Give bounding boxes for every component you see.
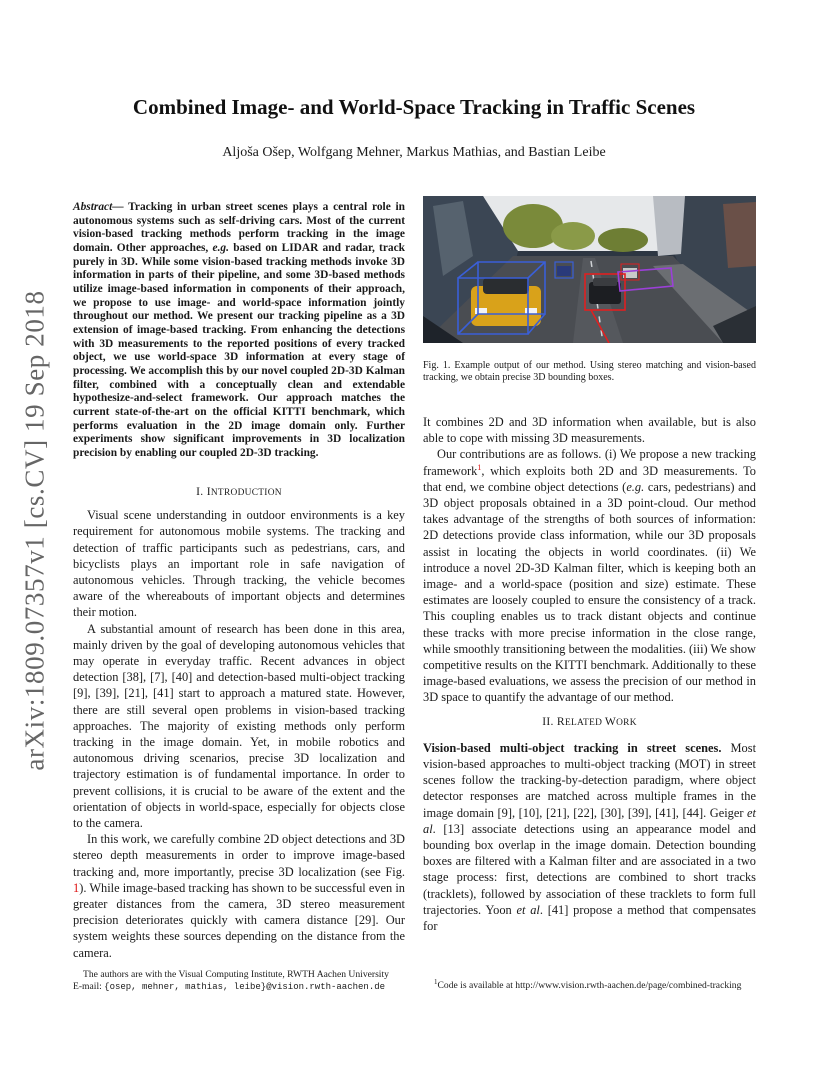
related-work-paragraph: Vision-based multi-object tracking in street scenes. Most vision-based approaches to multi-object tracking (MOT) in street scenes follow the tracking-by-detection paradigm, where object detector responses are matched across multiple frames in the image domain [9], [10], [21], [22], [30], [39], [41], [44]. Geiger et al. [13] associate detections using an appearance model and bounding box overlap in the image domain. Detection bounding boxes are filtered with a Kalman filter and are associated in a two stage process: first, detections are combined to short tracks (tracklets), followed by association of these tracklets to form full trajectories. Yoon et al. [41] propose a method that compensates for <box>423 740 757 934</box>
intro-paragraph-2: A substantial amount of research has been done in this area, mainly driven by the goal of developing autonomous vehicles that may operate in everyday traffic. Recent advances in object detection [38], [7], [40] and detection-based multi-object tracking [9], [39], [21], [41] start to approach a matured state. However, there are still several open problems in vision-based tracking approaches. The majority of existing methods only perform tracking in the image domain. Yet, in mobile robotics and autonomous driving scenarios, precise 3D localization and trajectory estimation is of fundamental importance. In order to prevent collisions, it is crucial to be aware of the extent and the orientation of objects in world-space, especially for objects close to the camera. <box>73 621 405 831</box>
paper-title: Combined Image- and World-Space Tracking in Traffic Scenes <box>132 95 696 119</box>
code-availability-text: Code is available at http://www.vision.rwth-aachen.de/page/combined-tracking <box>437 980 742 991</box>
right-column-text <box>423 414 756 934</box>
contributions-paragraph: Our contributions are as follows. (i) We propose a new tracking framework$^1$, which exploits both 2D and 3D measurements. To that end, we combine object detections (e.g. cars, pedestrians) and 3D object proposals obtained in a 3D point-cloud. Our method takes advantage of the strengths of both sources of information: 2D detections provide class information, while our 3D proposals assist in locating the objects in world coordinates. (ii) We introduce a novel 2D-3D Kalman filter, which is keeping both an image- and a world-space (position and size) estimate. These estimates are loosely coupled to ensure the consistency of a track. This coupling enables us to track distant objects and continue these tracks with more precise information in the close range, while smoothly transitioning between the modalities. (iii) We show competitive results on the KITTI benchmark. Additionally to these image-based evaluations, we assess the precision of our method in 3D space to quantify the advantage of our method. <box>423 447 756 705</box>
affiliation-footnote <box>73 969 405 993</box>
code-footnote <box>434 977 756 992</box>
footnote-1-number: 1 <box>434 977 438 986</box>
intro-paragraph-3: In this work, we carefully combine 2D object detections and 3D stereo depth measurements in order to improve image-based tracking and, more importantly, precise 3D localization (see Fig. 1). While image-based tracking has shown to be successful even in greater distances from the camera, 3D stereo measurement precision deteriorates quickly with camera distance [29]. Our system weights these sources depending on the distance from the camera. <box>73 832 405 960</box>
abstract-text-1: Tracking in urban street scenes plays a central role in autonomous systems such as self-driving cars. Most of the current vision-based tracking methods perform tracking in the image domain. Other approaches, <box>73 201 405 254</box>
arxiv-side-stamp <box>10 280 60 780</box>
related-work-heading: II. RELATED WORK <box>542 714 637 728</box>
abstract <box>73 201 405 460</box>
abstract-lead: Abstract— <box>73 201 124 213</box>
introduction-section <box>73 484 405 961</box>
footnote-1-marker[interactable]: 1 <box>477 462 482 472</box>
intro-paragraph-1: Visual scene understanding in outdoor environments is a key requirement for autonomous mobile systems. The tracking and detection of traffic participants such as pedestrians, cars, and bicyclists plays an important role in safe navigation of autonomous vehicles. Through tracking, the vehicle becomes aware of the whereabouts of important objects and determines their motion. <box>73 508 405 620</box>
abstract-text-2: based on LIDAR and radar, track purely in 3D. While some vision-based tracking methods invoke 3D information in parts of their pipeline, and some 3D-based methods utilize image-based information in components of their approach, we propose to use image- and world-space information jointly throughout our method. We present our tracking pipeline as a 3D extension of image-based tracking. From enhancing the detections with 3D measurements to the reported positions of every tracked object, we use world-space 3D information at every stage of processing. We accomplish this by our novel coupled 2D-3D Kalman filter, combined with a conceptually clean and extendable hypothesize-and-select framework. Our approach matches the current state-of-the-art on the official KITTI benchmark, which performs evaluation in the 2D image domain only. Further experiments show significant improvements in 3D localization precision by enabling our coupled 2D-3D tracking. <box>73 241 405 459</box>
figure-ref-link[interactable]: 1 <box>73 880 80 895</box>
tracking-scene-illustration <box>423 196 756 343</box>
arxiv-id-text: arXiv:1809.07357v1 [cs.CV] 19 Sep 2018 <box>19 289 50 771</box>
figure-1-caption-text: Example output of our method. Using stereo matching and vision-based tracking, we obtain precise 3D bounding boxes. <box>423 360 756 384</box>
affiliation-text: The authors are with the Visual Computing Institute, RWTH Aachen University <box>83 969 389 980</box>
mot-run-in-heading: Vision-based multi-object tracking in street scenes. <box>423 740 722 755</box>
email-addresses: {osep, mehner, mathias, leibe}@vision.rwth-aachen.de <box>104 982 386 992</box>
abstract-eg: e.g. <box>212 241 229 254</box>
figure-1-image <box>423 196 756 343</box>
author-list: Aljoša Ošep, Wolfgang Mehner, Markus Mathias, and Bastian Leibe <box>222 145 606 160</box>
figure-1-label: Fig. 1. <box>423 360 451 371</box>
email-label: E-mail: <box>73 981 105 992</box>
right-paragraph-1: It combines 2D and 3D information when available, but is also able to cope with missing 3D measurements. <box>423 415 756 446</box>
figure-1-caption <box>423 360 756 385</box>
intro-heading: I. INTRODUCTION <box>196 485 282 498</box>
